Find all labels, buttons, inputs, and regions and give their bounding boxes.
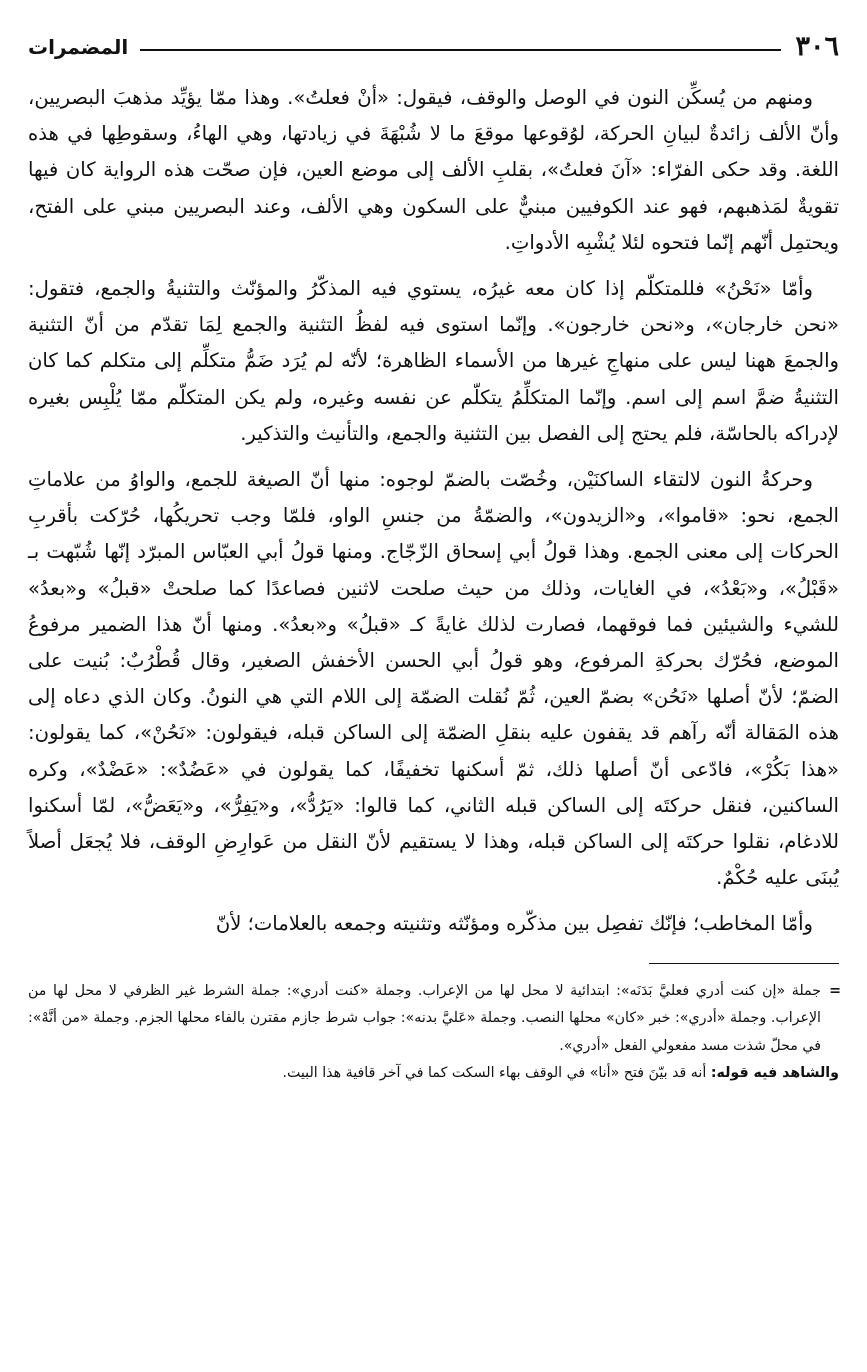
book-page	[28, 30, 839, 1350]
footnote-shahid-text: أنه قد بيّنَ فتح «أنا» في الوقف بهاء السكت كما في آخر قافية هذا البيت.	[282, 1065, 707, 1082]
footnote-rule	[649, 963, 839, 964]
paragraph-2: وأمّا «نَحْنُ» فللمتكلّم إذا كان معه غيرُه، يستوي فيه المذكّرُ والمؤنّث والتثنيةُ والجمع، فتقول: «نحن خارجان»، و«نحن خارجون». وإنّما استوى فيه لفظُ التثنية والجمع لِمَا تقدّم من أنّ التثنية والجمعَ ههنا ليس على منهاجِ غيرها من الأسماء الظاهرة؛ لأنّه لم يُرَد ضَمُّ متكلِّم إلى متكلم كما كان التثنيةُ ضمَّ اسم إلى اسم. وإنّما المتكلِّمُ يتكلّم عن نفسه وغيره، ولم يكن المتكلّم ممّا يُلْبِس بغيره لإدراكه بالحاسّة، فلم يحتج إلى الفصل بين التثنية والجمع، والتأنيث والتذكير.	[28, 277, 839, 445]
footnote-shahid	[28, 1060, 839, 1088]
chapter-title: المضمرات	[28, 35, 129, 59]
footnote-shahid-lead: والشاهد فيه قوله:	[710, 1065, 839, 1082]
footnote-continuation-marker: =	[829, 982, 841, 999]
footnote-text: جملة «إن كنت أدري فعليَّ بَدَنَه»: ابتدائية لا محل لها من الإعراب. وجملة «كنت أدري»: جملة الشرط غير الظرفي لا محل لها من الإعراب. وجملة «أدري»: خبر «كان» محلها النصب. وجملة «عَليَّ بدنه»: جواب شرط جازم مقترن بالفاء محلها الجزم. وجملة «من أنَّهْ»: في محلّ شذت مسد مفعولي الفعل «أدري».	[28, 982, 821, 1054]
page-number: ٣٠٦	[795, 31, 839, 62]
running-head	[28, 30, 839, 64]
footnotes	[28, 978, 839, 1088]
header-rule	[140, 49, 781, 51]
paragraph-4: وأمّا المخاطب؛ فإنّك تفصِل بين مذكّره ومؤنّثه وتثنيته وجمعه بالعلامات؛ لأنّ	[215, 912, 813, 936]
paragraph-3: وحركةُ النون لالتقاء الساكنَيْن، وخُصّت بالضمّ لوجوه: منها أنّ الصيغة للجمع، والواوُ من علاماتِ الجمع، نحو: «قاموا»، و«الزيدون»، والضمّةُ من جنسِ الواو، فلمّا وجب تحريكُها، حُرّكت بأقربِ الحركات إلى معنى الجمع. وهذا قولُ أبي إسحاق الزّجّاج. ومنها قولُ أبي العبّاس المبرّد إنّها شُبّهت بـ «قَبْلُ»، و«بَعْدُ»، في الغايات، وذلك من حيث صلحت لاثنين فصاعدًا كما صلحتْ «قبلُ» و«بعدُ» للشيء والشيئين فما فوقهما، فصارت لذلك غايةً كـ «قبلُ» و«بعدُ». ومنها أنّ هذا الضمير مرفوعُ الموضع، فحُرّك بحركةِ المرفوع، وهو قولُ أبي الحسن الأخفش الصغير، وقال قُطْرُبٌ: بُنيت على الضمّ؛ لأنّ أصلها «نَحُن» بضمّ العين، ثُمّ نُقلت الضمّة إلى اللام التي هي النونُ. وكان الذي دعاه إلى هذه المَقالة أنّه رآهم قد يقفون عليه بنقلِ الضمّة إلى الساكن قبله، فيقولون: «نَحُنْ»، كما يقولون: «هذا بَكُرْ»، فادّعى أنّ أصلها ذلك، ثمّ أسكنها تخفيفًا، كما يقولون في «عَضُدٌ»: «عَضْدٌ»، وكره الساكنين، فنقل حركتَه إلى الساكن قبله الثاني، كما قالوا: «يَرُدُّ»، و«يَفِرُّ»، و«يَعَضُّ»، لمّا أسكنوا للادغام، نقلوا حركتَه إلى الساكن قبله، وهذا لا يستقيم لأنّ النقل من عَوارِضِ الوقف، فلا يُجعَل أصلاً يُبنَى عليه حُكْمٌ.	[28, 468, 839, 890]
body-text	[28, 80, 839, 943]
paragraph-1: ومنهم من يُسكِّن النون في الوصل والوقف، فيقول: «أنْ فعلتُ». وهذا ممّا يؤيِّد مذهبَ البصريين، وأنّ الألف زائدةٌ لبيانِ الحركة، لوُقوعها موقعَ ما لا شُبْهَةَ في زيادتها، وهي الهاءُ، وسقوطِها في هذه اللغة. وقد حكى الفرّاء: «آنَ فعلتُ»، بقلبِ الألف إلى موضع العين، فإن صحّت هذه الرواية كان فيها تقويةٌ لمَذهبهم، فهو عند الكوفيين مبنيٌّ على السكون وهي الألف، وعند البصريين مبني على الفتح، ويحتمِل أنّهم إنّما فتحوه لئلا يُشْبِه الأدواتِ.	[28, 86, 839, 254]
